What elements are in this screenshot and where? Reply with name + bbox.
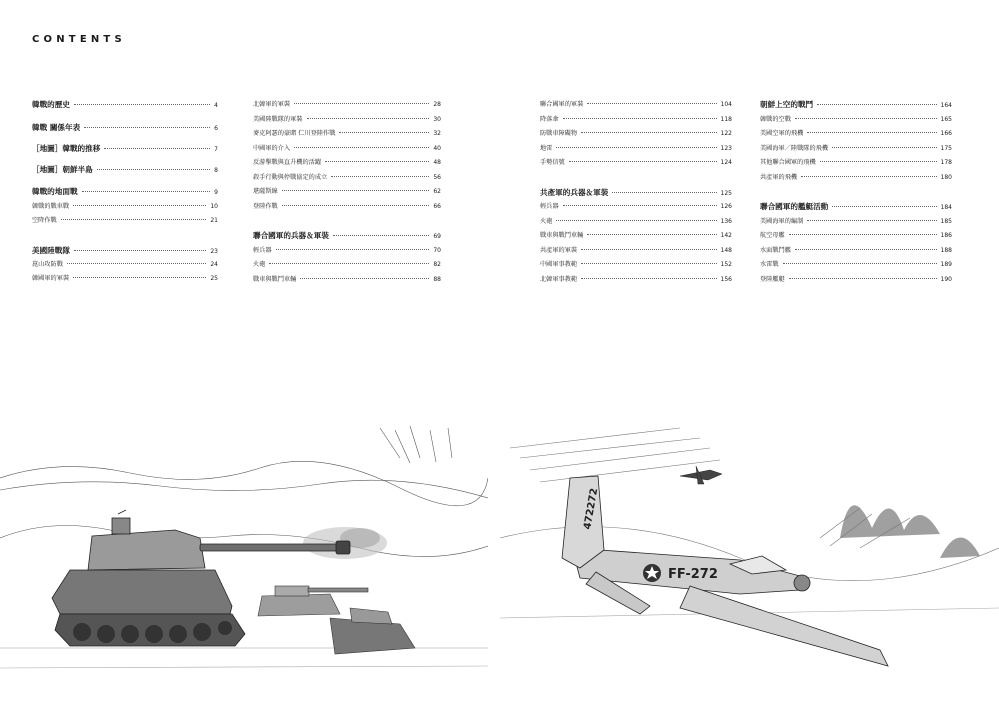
toc-entry[interactable]: 登陸艦艇 190 xyxy=(760,276,952,283)
toc-entry[interactable]: 美國空軍的飛機 166 xyxy=(760,130,952,137)
toc-entry[interactable]: ［地圖］朝鮮半島 8 xyxy=(32,165,218,174)
toc-entry[interactable]: 美國陸戰隊的軍裝 30 xyxy=(253,116,441,123)
toc-entry[interactable]: 韓戰的空戰 165 xyxy=(760,116,952,123)
toc-entry[interactable]: 韓戰的戰車戰 10 xyxy=(32,203,218,210)
toc-entry[interactable]: 航空母艦 186 xyxy=(760,232,952,239)
toc-entry[interactable]: 崑山攻防戰 24 xyxy=(32,261,218,268)
toc-entry[interactable]: 聯合國軍的軍裝 104 xyxy=(540,101,732,108)
toc-entry[interactable]: 水面戰鬥艦 188 xyxy=(760,247,952,254)
toc-entry[interactable]: 水雷戰 189 xyxy=(760,261,952,268)
tail-number: 472272 xyxy=(582,487,601,531)
aircraft-illustration xyxy=(500,418,999,706)
toc-entry[interactable]: 殺手行動與停戰協定的成立 56 xyxy=(253,174,441,181)
toc-entry[interactable]: 美國海軍／陸戰隊的飛機 175 xyxy=(760,145,952,152)
toc-entry[interactable]: ［地圖］韓戰的推移 7 xyxy=(32,144,218,153)
toc-entry[interactable]: 輕兵器 70 xyxy=(253,247,441,254)
tank-icon xyxy=(0,418,488,706)
toc-entry[interactable]: 北韓軍事教範 156 xyxy=(540,276,732,283)
toc-entry[interactable]: 美國海軍的編制 185 xyxy=(760,218,952,225)
toc-entry[interactable]: 降落傘 118 xyxy=(540,116,732,123)
toc-entry[interactable]: 聯合國軍的兵器＆軍裝 69 xyxy=(253,231,441,240)
contents-heading: CONTENTS xyxy=(32,34,126,45)
tank-battle-illustration xyxy=(0,418,488,706)
toc-entry[interactable]: 共產軍的飛機 180 xyxy=(760,174,952,181)
toc-entry[interactable]: 輕兵器 126 xyxy=(540,203,732,210)
toc-entry[interactable]: 共產軍的兵器＆軍裝 125 xyxy=(540,188,732,197)
toc-entry[interactable]: 麥克阿瑟的豪賭 仁川登陸作戰 32 xyxy=(253,130,441,137)
toc-entry[interactable]: 其他聯合國軍的飛機 178 xyxy=(760,159,952,166)
toc-entry[interactable]: 中國軍事教範 152 xyxy=(540,261,732,268)
toc-entry[interactable]: 手勢信號 124 xyxy=(540,159,732,166)
toc-entry[interactable]: 韓戰的歷史 4 xyxy=(32,100,218,109)
toc-entry[interactable]: 共產軍的軍裝 148 xyxy=(540,247,732,254)
toc-entry[interactable]: 韓戰的地面戰 9 xyxy=(32,187,218,196)
toc-entry[interactable]: 地雷 123 xyxy=(540,145,732,152)
toc-entry[interactable]: 朝鮮上空的戰鬥 164 xyxy=(760,100,952,109)
toc-entry[interactable]: 火砲 82 xyxy=(253,261,441,268)
toc-entry[interactable]: 美國陸戰隊 23 xyxy=(32,246,218,255)
toc-entry[interactable]: 防戰車障礙物 122 xyxy=(540,130,732,137)
toc-entry[interactable]: 聯合國軍的艦艇活動 184 xyxy=(760,202,952,211)
toc-entry[interactable]: 戰車與戰鬥車輛 88 xyxy=(253,276,441,283)
toc-entry[interactable]: 北韓軍的軍裝 28 xyxy=(253,101,441,108)
toc-entry[interactable]: 韓國軍的軍裝 25 xyxy=(32,275,218,282)
toc-entry[interactable]: 火砲 136 xyxy=(540,218,732,225)
toc-entry[interactable]: 空降作戰 21 xyxy=(32,217,218,224)
toc-entry[interactable]: 中國軍的介入 40 xyxy=(253,145,441,152)
fuselage-code: FF-272 xyxy=(668,567,718,582)
toc-entry[interactable]: 戰車與戰鬥車輛 142 xyxy=(540,232,732,239)
toc-entry[interactable]: 堪薩斯線 62 xyxy=(253,188,441,195)
toc-entry[interactable]: 韓戰 關係年表 6 xyxy=(32,123,218,132)
toc-entry[interactable]: 反游擊戰與直升機的活躍 48 xyxy=(253,159,441,166)
toc-entry[interactable]: 登陸作戰 66 xyxy=(253,203,441,210)
fighter-plane-icon xyxy=(500,418,999,706)
